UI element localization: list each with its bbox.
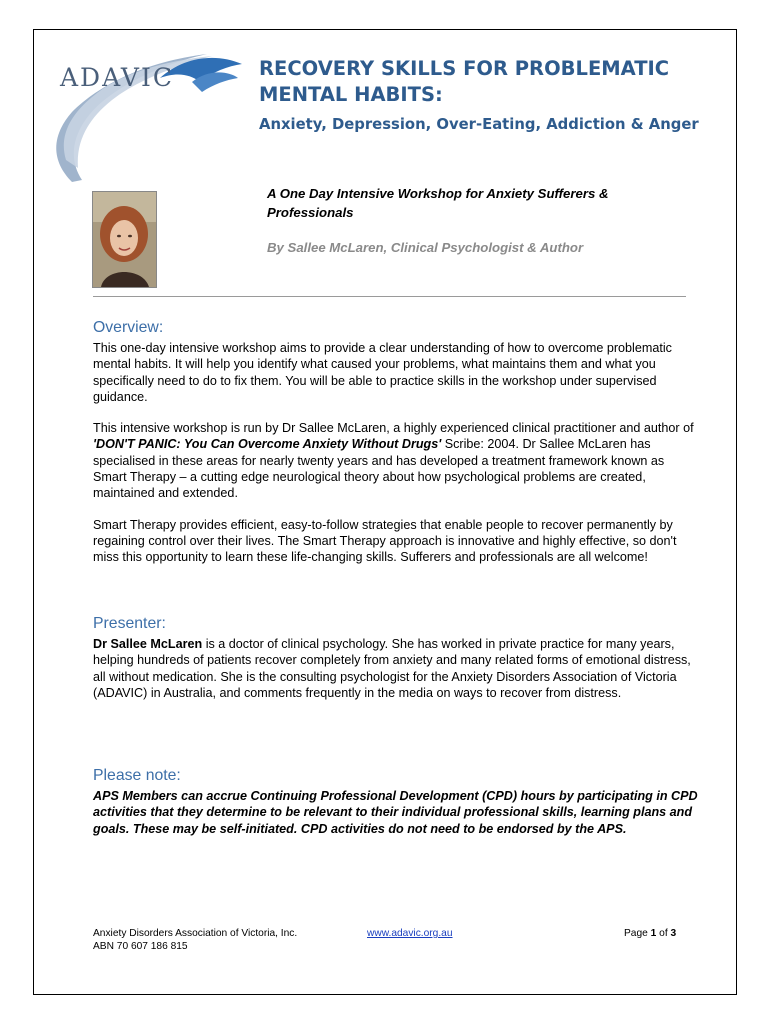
presenter-paragraph [93, 636, 698, 701]
logo-wordmark: ADAVIC [60, 63, 174, 92]
footer-website [367, 927, 453, 940]
presenter-heading: Presenter: [93, 615, 166, 632]
overview-paragraph-2 [93, 420, 698, 501]
overview-section [93, 318, 698, 581]
title-line-1: RECOVERY SKILLS FOR PROBLEMATIC [259, 57, 670, 80]
book-title: 'DON'T PANIC: You Can Overcome Anxiety Without Drugs' [93, 437, 442, 452]
title-block [259, 56, 719, 133]
overview-heading: Overview: [93, 319, 164, 336]
presenter-section [93, 614, 698, 716]
overview-paragraph-2-start: This intensive workshop is run by Dr Sallee McLaren, a highly experienced clinical practitioner and author of [93, 421, 694, 436]
divider [93, 296, 686, 297]
note-section [93, 766, 698, 852]
page-total: 3 [670, 928, 677, 939]
overview-paragraph-3: Smart Therapy provides efficient, easy-to-follow strategies that enable people to recover permanently by regaining control over their lives. The Smart Therapy approach is innovative and highly effective, so don't miss this opportunity to learn these life-changing skills. Sufferers and professionals are all welcome! [93, 517, 677, 565]
page-number [624, 927, 676, 940]
overview-paragraph-1: This one-day intensive workshop aims to provide a clear understanding of how to overcome problematic mental habits. It will help you identify what caused your problems, what maintains them and what you specifically need to do to fix them. You will be able to practice skills in the workshop under supervised guidance. [93, 341, 672, 404]
page-label: Page [624, 928, 648, 939]
note-text: APS Members can accrue Continuing Professional Development (CPD) hours by participating in CPD activities that they determine to be relevant to their individual professional skills, learning plans and goals. These may be self-initiated. CPD activities do not need to be endorsed by the APS. [93, 789, 698, 836]
footer-org-name: Anxiety Disorders Association of Victoria, Inc. [93, 928, 298, 939]
page-current: 1 [650, 928, 657, 939]
title-line-2: MENTAL HABITS: [259, 83, 443, 106]
presenter-photo [92, 191, 157, 288]
overview-paragraph-2-end: Scribe: 2004. Dr Sallee McLaren has specialised in these areas for nearly twenty years and has developed a treatment framework known as Smart Therapy – a cutting edge neurological theory about how psychological problems are created, maintained and extended. [93, 437, 665, 501]
presenter-name: Dr Sallee McLaren [93, 637, 203, 651]
adavic-logo [42, 42, 252, 192]
footer-org [93, 927, 297, 953]
footer-abn: ABN 70 607 186 815 [93, 941, 188, 952]
workshop-line: A One Day Intensive Workshop for Anxiety Sufferers & Professionals [267, 186, 609, 220]
byline: By Sallee McLaren, Clinical Psychologist & Author [267, 240, 584, 255]
subtitle: Anxiety, Depression, Over-Eating, Addiction & Anger [259, 116, 699, 133]
presenter-text: is a doctor of clinical psychology. She has worked in private practice for many years, helping hundreds of patients recover completely from anxiety and many related forms of emotional distress, all without medication. She is the consulting psychologist for the Anxiety Disorders Association of Victoria (ADAVIC) in Australia, and comments frequently in the media on ways to recover from distress. [93, 637, 691, 700]
note-heading: Please note: [93, 767, 181, 784]
website-link[interactable]: www.adavic.org.au [367, 928, 453, 939]
main-title [259, 56, 719, 108]
page-of: of [659, 928, 668, 939]
